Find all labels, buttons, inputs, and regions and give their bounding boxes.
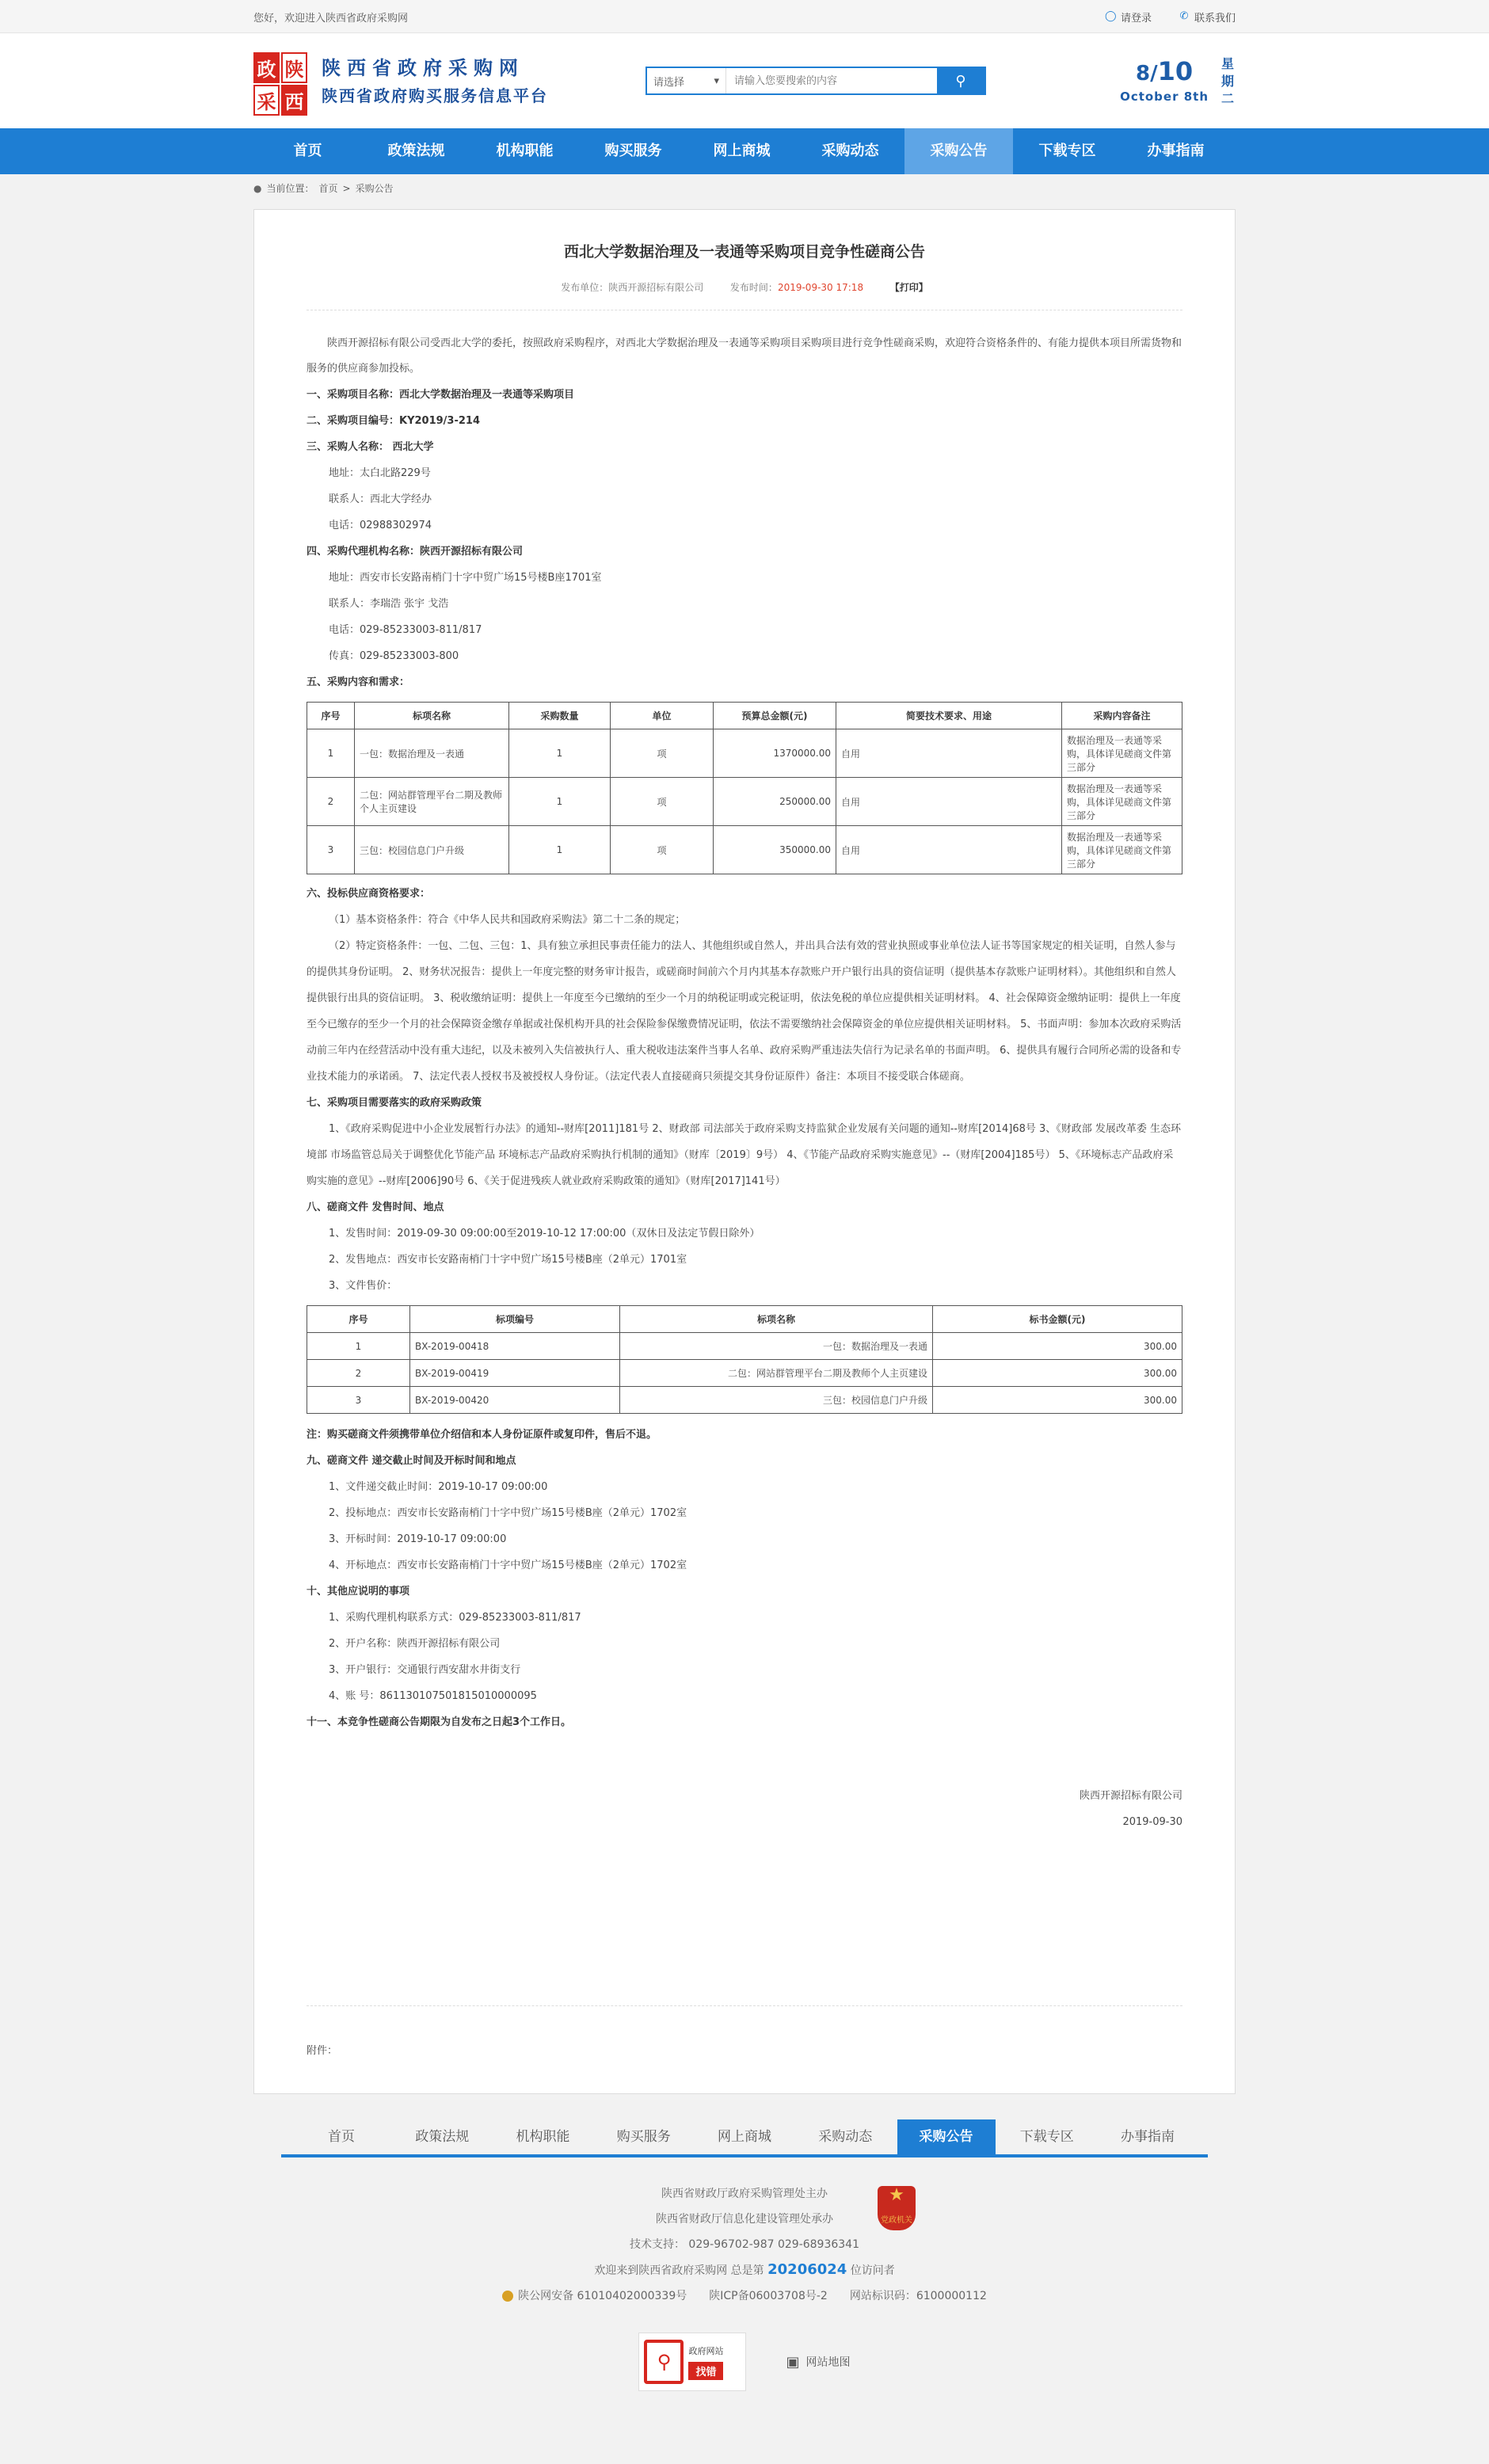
section-heading: 二、采购项目编号：KY2019/3-214 xyxy=(307,415,480,427)
footer-nav-online-mall[interactable]: 网上商城 xyxy=(718,2129,771,2145)
footer-tech-support: 技术支持： 029-96702-987 029-68936341 xyxy=(629,2238,859,2251)
table-row: 1 一包：数据治理及一表通 1 项 1370000.00 自用 数据治理及一表通等采购，具体详见磋商文件第三部分 xyxy=(307,729,1182,778)
nav-policy[interactable]: 政策法规 xyxy=(387,143,445,159)
site-footer xyxy=(0,2119,1489,2391)
search-button[interactable] xyxy=(937,68,984,93)
sign-company: 陕西开源招标有限公司 xyxy=(1079,1790,1182,1802)
nav-news[interactable]: 采购动态 xyxy=(821,143,879,159)
bid-location: 2、投标地点：西安市长安路南梢门十字中贸广场15号楼B座（2单元）1702室 xyxy=(329,1507,687,1519)
welcome-text: 您好，欢迎进入陕西省政府采购网 xyxy=(253,12,409,25)
print-link[interactable]: 【打印】 xyxy=(889,282,928,293)
footer-nav-guide[interactable]: 办事指南 xyxy=(1121,2129,1175,2145)
section-heading: 三、采购人名称： 西北大学 xyxy=(307,441,434,453)
footer-nav-policy[interactable]: 政策法规 xyxy=(415,2129,470,2145)
footer-nav xyxy=(281,2119,1208,2157)
sign-date: 2019-09-30 xyxy=(1122,1816,1182,1828)
logo-seal: 政 陕 采 西 xyxy=(253,52,307,106)
footer-host: 陕西省财政厅政府采购管理处主办 xyxy=(661,2188,828,2200)
date-english: October 8th xyxy=(1120,89,1209,104)
nav-purchase-service[interactable]: 购买服务 xyxy=(604,143,662,159)
site-subtitle: 陕西省政府购买服务信息平台 xyxy=(322,86,548,105)
site-id: 网站标识码：6100000112 xyxy=(849,2290,987,2302)
section-heading: 七、采购项目需要落实的政府采购政策 xyxy=(307,1097,482,1109)
contact-link[interactable]: ✆ 联系我们 xyxy=(1179,10,1236,25)
section-heading: 十一、本竞争性磋商公告期限为自发布之日起3个工作日。 xyxy=(307,1716,572,1728)
top-bar xyxy=(0,0,1489,33)
article-body xyxy=(307,331,1182,1835)
search-icon: ⚲ xyxy=(955,72,966,89)
footer-nav-home[interactable]: 首页 xyxy=(328,2129,355,2145)
site-title: 陕西省政府采购网 xyxy=(322,57,524,79)
section-heading: 五、采购内容和需求： xyxy=(307,676,410,688)
caret-down-icon: ▾ xyxy=(714,74,719,87)
search-type-select[interactable]: 请选择 ▾ xyxy=(647,68,726,93)
publish-time: 2019-09-30 17:18 xyxy=(777,282,864,293)
table-row: 3 BX-2019-00420 三包：校园信息门户升级 300.00 xyxy=(307,1387,1182,1414)
section-heading: 四、采购代理机构名称：陕西开源招标有限公司 xyxy=(307,546,524,558)
main-nav xyxy=(0,128,1489,174)
sitemap-icon: ▣ xyxy=(786,2353,800,2371)
police-beian-link[interactable]: 陕公网安备 61010402000339号 xyxy=(502,2283,687,2309)
footer-undertake: 陕西省财政厅信息化建设管理处承办 xyxy=(656,2213,833,2226)
deadline-time: 1、文件递交截止时间：2019-10-17 09:00:00 xyxy=(329,1481,548,1493)
nav-announcement[interactable]: 采购公告 xyxy=(904,128,1013,174)
location-icon: ● xyxy=(253,183,262,194)
nav-download[interactable]: 下载专区 xyxy=(1038,143,1096,159)
search-box xyxy=(645,67,986,95)
police-badge-icon xyxy=(502,2291,513,2302)
nav-organization[interactable]: 机构职能 xyxy=(496,143,554,159)
section-heading: 八、磋商文件 发售时间、地点 xyxy=(307,1202,444,1213)
agency-phone: 电话：029-85233003-811/817 xyxy=(329,624,482,636)
party-government-badge-icon[interactable]: ★ 党政机关 xyxy=(878,2186,916,2230)
report-error-button[interactable]: ⚲ 政府网站 找错 xyxy=(638,2333,746,2391)
purchaser-contact: 联系人：西北大学经办 xyxy=(329,493,432,505)
footer-nav-purchase-service[interactable]: 购买服务 xyxy=(616,2129,671,2145)
magnifier-error-icon: ⚲ xyxy=(644,2340,684,2384)
table-row: 2 BX-2019-00419 二包：网站群管理平台二期及教师个人主页建设 300.00 xyxy=(307,1360,1182,1387)
agency-contact: 联系人：李瑞浩 张宇 戈浩 xyxy=(329,598,449,610)
table-row: 3 三包：校园信息门户升级 1 项 350000.00 自用 数据治理及一表通等采购，具体详见磋商文件第三部分 xyxy=(307,826,1182,874)
user-icon: ◯ xyxy=(1104,10,1117,22)
purchaser-address: 地址：太白北路229号 xyxy=(329,467,431,479)
sale-price: 3、文件售价： xyxy=(329,1280,398,1292)
date-display: 8/10 October 8th 星 期 二 xyxy=(1120,56,1234,106)
login-link[interactable]: ◯ 请登录 xyxy=(1104,10,1152,25)
date-month: 8 xyxy=(1135,62,1151,86)
footer-nav-organization[interactable]: 机构职能 xyxy=(516,2129,570,2145)
purchaser-phone: 电话：02988302974 xyxy=(329,520,432,531)
intro-paragraph: 陕西开源招标有限公司受西北大学的委托，按照政府采购程序，对西北大学数据治理及一表通等采购项目采购项目进行竞争性磋商采购，欢迎符合资格条件的、有能力提供本项目所需货物和服务的供应商参加投标。 xyxy=(307,337,1182,375)
qualification-specific: （2）特定资格条件：一包、二包、三包：1、具有独立承担民事责任能力的法人、其他组织或自然人，并出具合法有效的营业执照或事业单位法人证书等国家规定的相关证明，自然人参与的提供其身份证明。 2、财务状况报告：提供上一年度完整的财务审计报告，或磋商时间前六个月内其基本存款账户开户银行出具的资信证明（提供基本存款账户证明材料）。其他组织和自然人提供银行出具的资信证明。 3、税收缴纳证明：提供上一年度至今已缴纳的至少一个月的纳税证明或完税证明，依法免税的单位应提供相关证明材料。 4、社会保障资金缴纳证明：提供上一年度至今已缴存的至少一个月的社会保障资金缴存单据或社保机构开具的社会保险参保缴费情况证明，依法不需要缴纳社会保障资金的单位应提供相关证明材料。 5、书面声明：参加本次政府采购活动前三年内在经营活动中没有重大违纪，以及未被列入失信被执行人、重大税收违法案件当事人名单、政府采购严重违法失信行为记录名单的书面声明。 6、提供具有履行合同所必需的设备和专业技术能力的承诺函。 7、法定代表人授权书及被授权人身份证。（法定代表人直接磋商只须提交其身份证原件）备注：本项目不接受联合体磋商。 xyxy=(307,940,1182,1083)
procurement-table: 序号 标项名称 采购数量 单位 预算总金额(元) 简要技术要求、用途 采购内容备注 1 一包：数据治理及一表通 1 项 1370000.00 自用 数据治理及一表通等采购，具体详见磋商文件第三部分 2 二包：网站群管理平台二期及教师个人主页建设 1 项 250000.00 自用 数据治理及一表通等采购，具体详见磋商文件第三部分 3 三包：校园信息门户升级 1 项 350000.00 自用 数据治理及一表通等采购，具体详见磋商文件第三部分 xyxy=(307,702,1182,874)
table-row: 2 二包：网站群管理平台二期及教师个人主页建设 1 项 250000.00 自用 数据治理及一表通等采购，具体详见磋商文件第三部分 xyxy=(307,778,1182,826)
attachment-label: 附件： xyxy=(307,2045,338,2057)
phone-icon: ✆ xyxy=(1179,10,1189,22)
footer-nav-download[interactable]: 下载专区 xyxy=(1019,2129,1074,2145)
agency-contact-phone: 1、采购代理机构联系方式：029-85233003-811/817 xyxy=(329,1612,581,1624)
table-row: 1 BX-2019-00418 一包：数据治理及一表通 300.00 xyxy=(307,1333,1182,1360)
bank-name: 3、开户银行：交通银行西安甜水井街支行 xyxy=(329,1664,521,1676)
section-heading: 十、其他应说明的事项 xyxy=(307,1586,410,1598)
breadcrumb-home[interactable]: 首页 xyxy=(318,183,338,194)
opening-location: 4、开标地点：西安市长安路南梢门十字中贸广场15号楼B座（2单元）1702室 xyxy=(329,1560,687,1571)
sale-time: 1、发售时间：2019-09-30 09:00:00至2019-10-12 17:00:00（双休日及法定节假日除外） xyxy=(329,1228,760,1240)
footer-info xyxy=(0,2181,1489,2309)
date-day: 10 xyxy=(1157,56,1194,86)
weekday: 星 期 二 xyxy=(1221,56,1234,106)
section-heading: 一、采购项目名称：西北大学数据治理及一表通等采购项目 xyxy=(307,389,575,401)
nav-guide[interactable]: 办事指南 xyxy=(1147,143,1205,159)
site-header xyxy=(0,33,1489,128)
article-title: 西北大学数据治理及一表通等采购项目竞争性磋商公告 xyxy=(563,243,925,261)
icp-beian-link[interactable]: 陕ICP备06003708号-2 xyxy=(709,2290,828,2302)
site-logo[interactable] xyxy=(253,52,548,113)
article-meta: 发布单位：陕西开源招标有限公司 发布时间：2019-09-30 17:18 【打印】 xyxy=(307,280,1182,310)
sitemap-link[interactable]: ▣ 网站地图 xyxy=(786,2353,851,2371)
footer-nav-news[interactable]: 采购动态 xyxy=(818,2129,873,2145)
agency-address: 地址：西安市长安路南梢门十字中贸广场15号楼B座1701室 xyxy=(329,572,602,584)
publisher: 陕西开源招标有限公司 xyxy=(608,282,704,293)
breadcrumb: ● 当前位置： 首页 > 采购公告 xyxy=(253,174,1236,203)
sale-location: 2、发售地点：西安市长安路南梢门十字中贸广场15号楼B座（2单元）1701室 xyxy=(329,1254,687,1266)
nav-online-mall[interactable]: 网上商城 xyxy=(713,143,771,159)
search-input[interactable] xyxy=(726,68,937,93)
purchase-note: 注：购买磋商文件须携带单位介绍信和本人身份证原件或复印件，售后不退。 xyxy=(307,1429,657,1441)
footer-nav-announcement[interactable]: 采购公告 xyxy=(897,2119,996,2154)
nav-home[interactable]: 首页 xyxy=(293,143,322,159)
section-heading: 九、磋商文件 递交截止时间及开标时间和地点 xyxy=(307,1455,516,1467)
agency-fax: 传真：029-85233003-800 xyxy=(329,650,459,662)
qualification-basic: （1）基本资格条件：符合《中华人民共和国政府采购法》第二十二条的规定； xyxy=(329,914,686,926)
document-price-table: 序号 标项编号 标项名称 标书金额(元) 1 BX-2019-00418 一包：数据治理及一表通 300.00 2 BX-2019-00419 二包：网站群管理平台二期及教师个人主页建设 300.00 3 BX-2019-00420 三包：校园信息门户升级 300.00 xyxy=(307,1305,1182,1414)
article-container xyxy=(253,209,1236,2094)
policy-paragraph: 1、《政府采购促进中小企业发展暂行办法》的通知--财库[2011]181号 2、财政部 司法部关于政府采购支持监狱企业发展有关问题的通知--财库[2014]68号 3、《财政部 发展改革委 生态环境部 市场监管总局关于调整优化节能产品 环境标志产品政府采购执行机制的通知》（财库〔2019〕9号） 4、《节能产品政府采购实施意见》--（财库[2004]185号） 5、《环境标志产品政府采购实施的意见》--财库[2006]90号 6、《关于促进残疾人就业政府采购政策的通知》（财库[2017]141号） xyxy=(307,1123,1182,1187)
account-number: 4、账 号：861130107501815010000095 xyxy=(329,1690,537,1702)
section-heading: 六、投标供应商资格要求： xyxy=(307,888,431,900)
breadcrumb-current[interactable]: 采购公告 xyxy=(355,183,394,194)
opening-time: 3、开标时间：2019-10-17 09:00:00 xyxy=(329,1533,507,1545)
account-name: 2、开户名称：陕西开源招标有限公司 xyxy=(329,1638,501,1650)
visitor-count: 欢迎来到陕西省政府采购网 总是第 20206024 位访问者 xyxy=(594,2261,895,2278)
